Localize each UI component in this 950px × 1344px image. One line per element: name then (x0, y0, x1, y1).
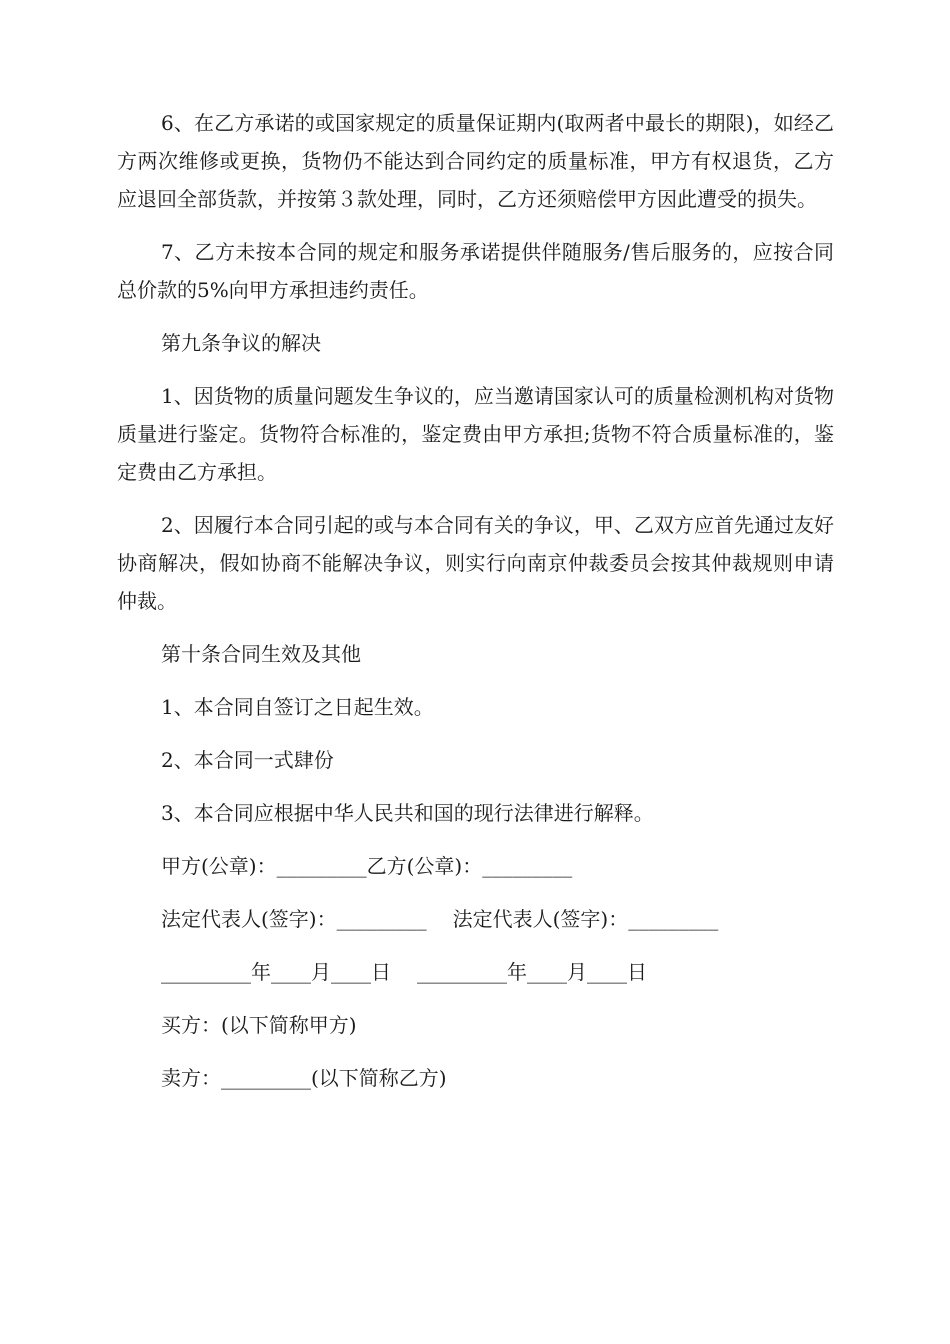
party-b-seal: 乙方(公章)：_________ (366, 854, 573, 878)
party-a-date: _________年____月____日 (161, 960, 391, 984)
seal-line (117, 847, 834, 885)
party-b-representative: 法定代表人(签字)：_________ (452, 907, 719, 931)
article-10-clause-3: 3、本合同应根据中华人民共和国的现行法律进行解释。 (161, 801, 654, 825)
article-10-clause-2: 2、本合同一式肆份 (161, 748, 334, 772)
seller-line: 卖方：_________(以下简称乙方) (161, 1066, 447, 1090)
article-9-heading: 第九条争议的解决 (161, 331, 321, 355)
article-10-heading: 第十条合同生效及其他 (161, 642, 361, 666)
date-line (117, 953, 834, 991)
article-9-clause-1: 1、因货物的质量问题发生争议的，应当邀请国家认可的质量检测机构对货物质量进行鉴定。货物符合标准的，鉴定费由甲方承担;货物不符合质量标准的，鉴定费由乙方承担。 (117, 384, 834, 484)
article-10-clause-1: 1、本合同自签订之日起生效。 (161, 695, 434, 719)
clause-7-paragraph: 7、乙方未按本合同的规定和服务承诺提供伴随服务/售后服务的，应按合同总价款的5%向甲方承担违约责任。 (117, 240, 834, 302)
party-b-date: _________年____月____日 (417, 960, 647, 984)
party-a-representative: 法定代表人(签字)：_________ (161, 907, 427, 931)
contract-page (117, 104, 834, 1112)
article-9-clause-2: 2、因履行本合同引起的或与本合同有关的争议，甲、乙双方应首先通过友好协商解决，假如协商不能解决争议，则实行向南京仲裁委员会按其仲裁规则申请仲裁。 (117, 513, 834, 613)
representative-line (117, 900, 834, 938)
clause-6-paragraph: 6、在乙方承诺的或国家规定的质量保证期内(取两者中最长的期限)，如经乙方两次维修或更换，货物仍不能达到合同约定的质量标准，甲方有权退货，乙方应退回全部货款，并按第３款处理，同时，乙方还须赔偿甲方因此遭受的损失。 (117, 111, 834, 211)
party-a-seal: 甲方(公章)：_________ (161, 854, 367, 878)
buyer-line: 买方：(以下简称甲方) (161, 1013, 357, 1037)
